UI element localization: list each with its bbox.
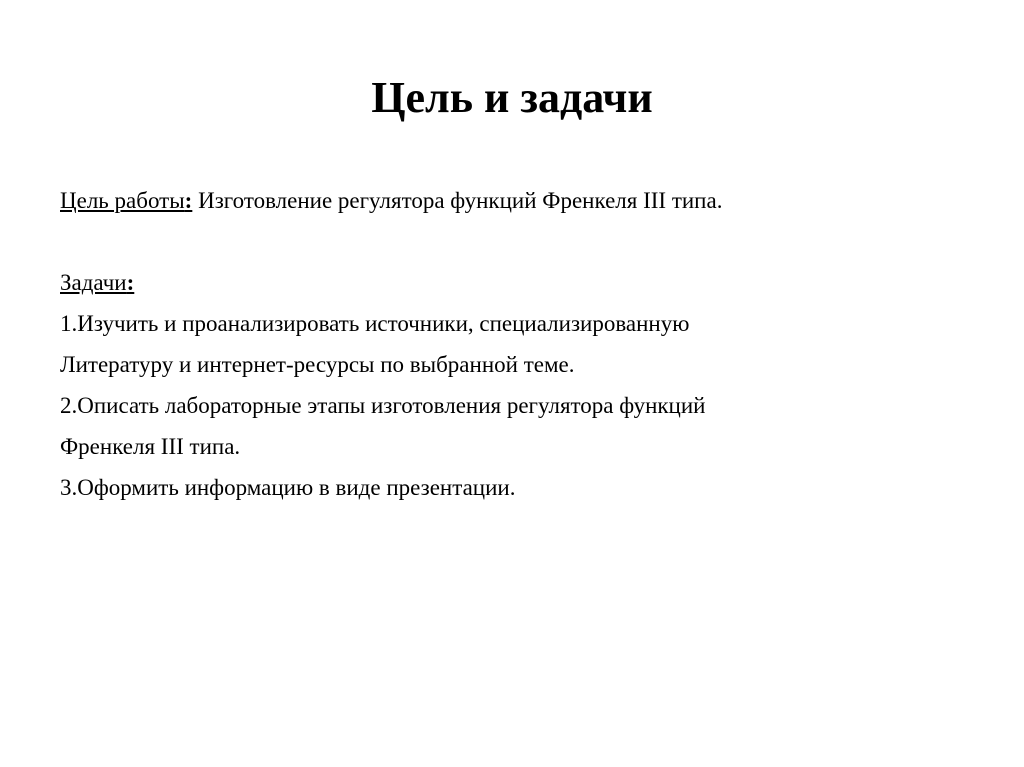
task-line-4: Френкеля III типа. [60, 434, 241, 459]
task-line-3: 2.Описать лабораторные этапы изготовления регулятора функций [60, 393, 706, 418]
goal-text: Изготовление регулятора функций Френкеля III типа. [192, 188, 723, 213]
goal-label: Цель работы: [60, 188, 193, 213]
task-line-2: Литературу и интернет-ресурсы по выбранной теме. [60, 352, 575, 377]
goal-line [60, 180, 980, 221]
spacer [60, 221, 980, 262]
task-line-1: 1.Изучить и проанализировать источники, специализированную [60, 311, 690, 336]
slide-title: Цель и задачи [371, 73, 653, 122]
tasks-label: Задачи: [60, 270, 135, 295]
task-line-5: 3.Оформить информацию в виде презентации. [60, 475, 516, 500]
slide-content [60, 180, 980, 508]
tasks-heading [60, 262, 980, 303]
